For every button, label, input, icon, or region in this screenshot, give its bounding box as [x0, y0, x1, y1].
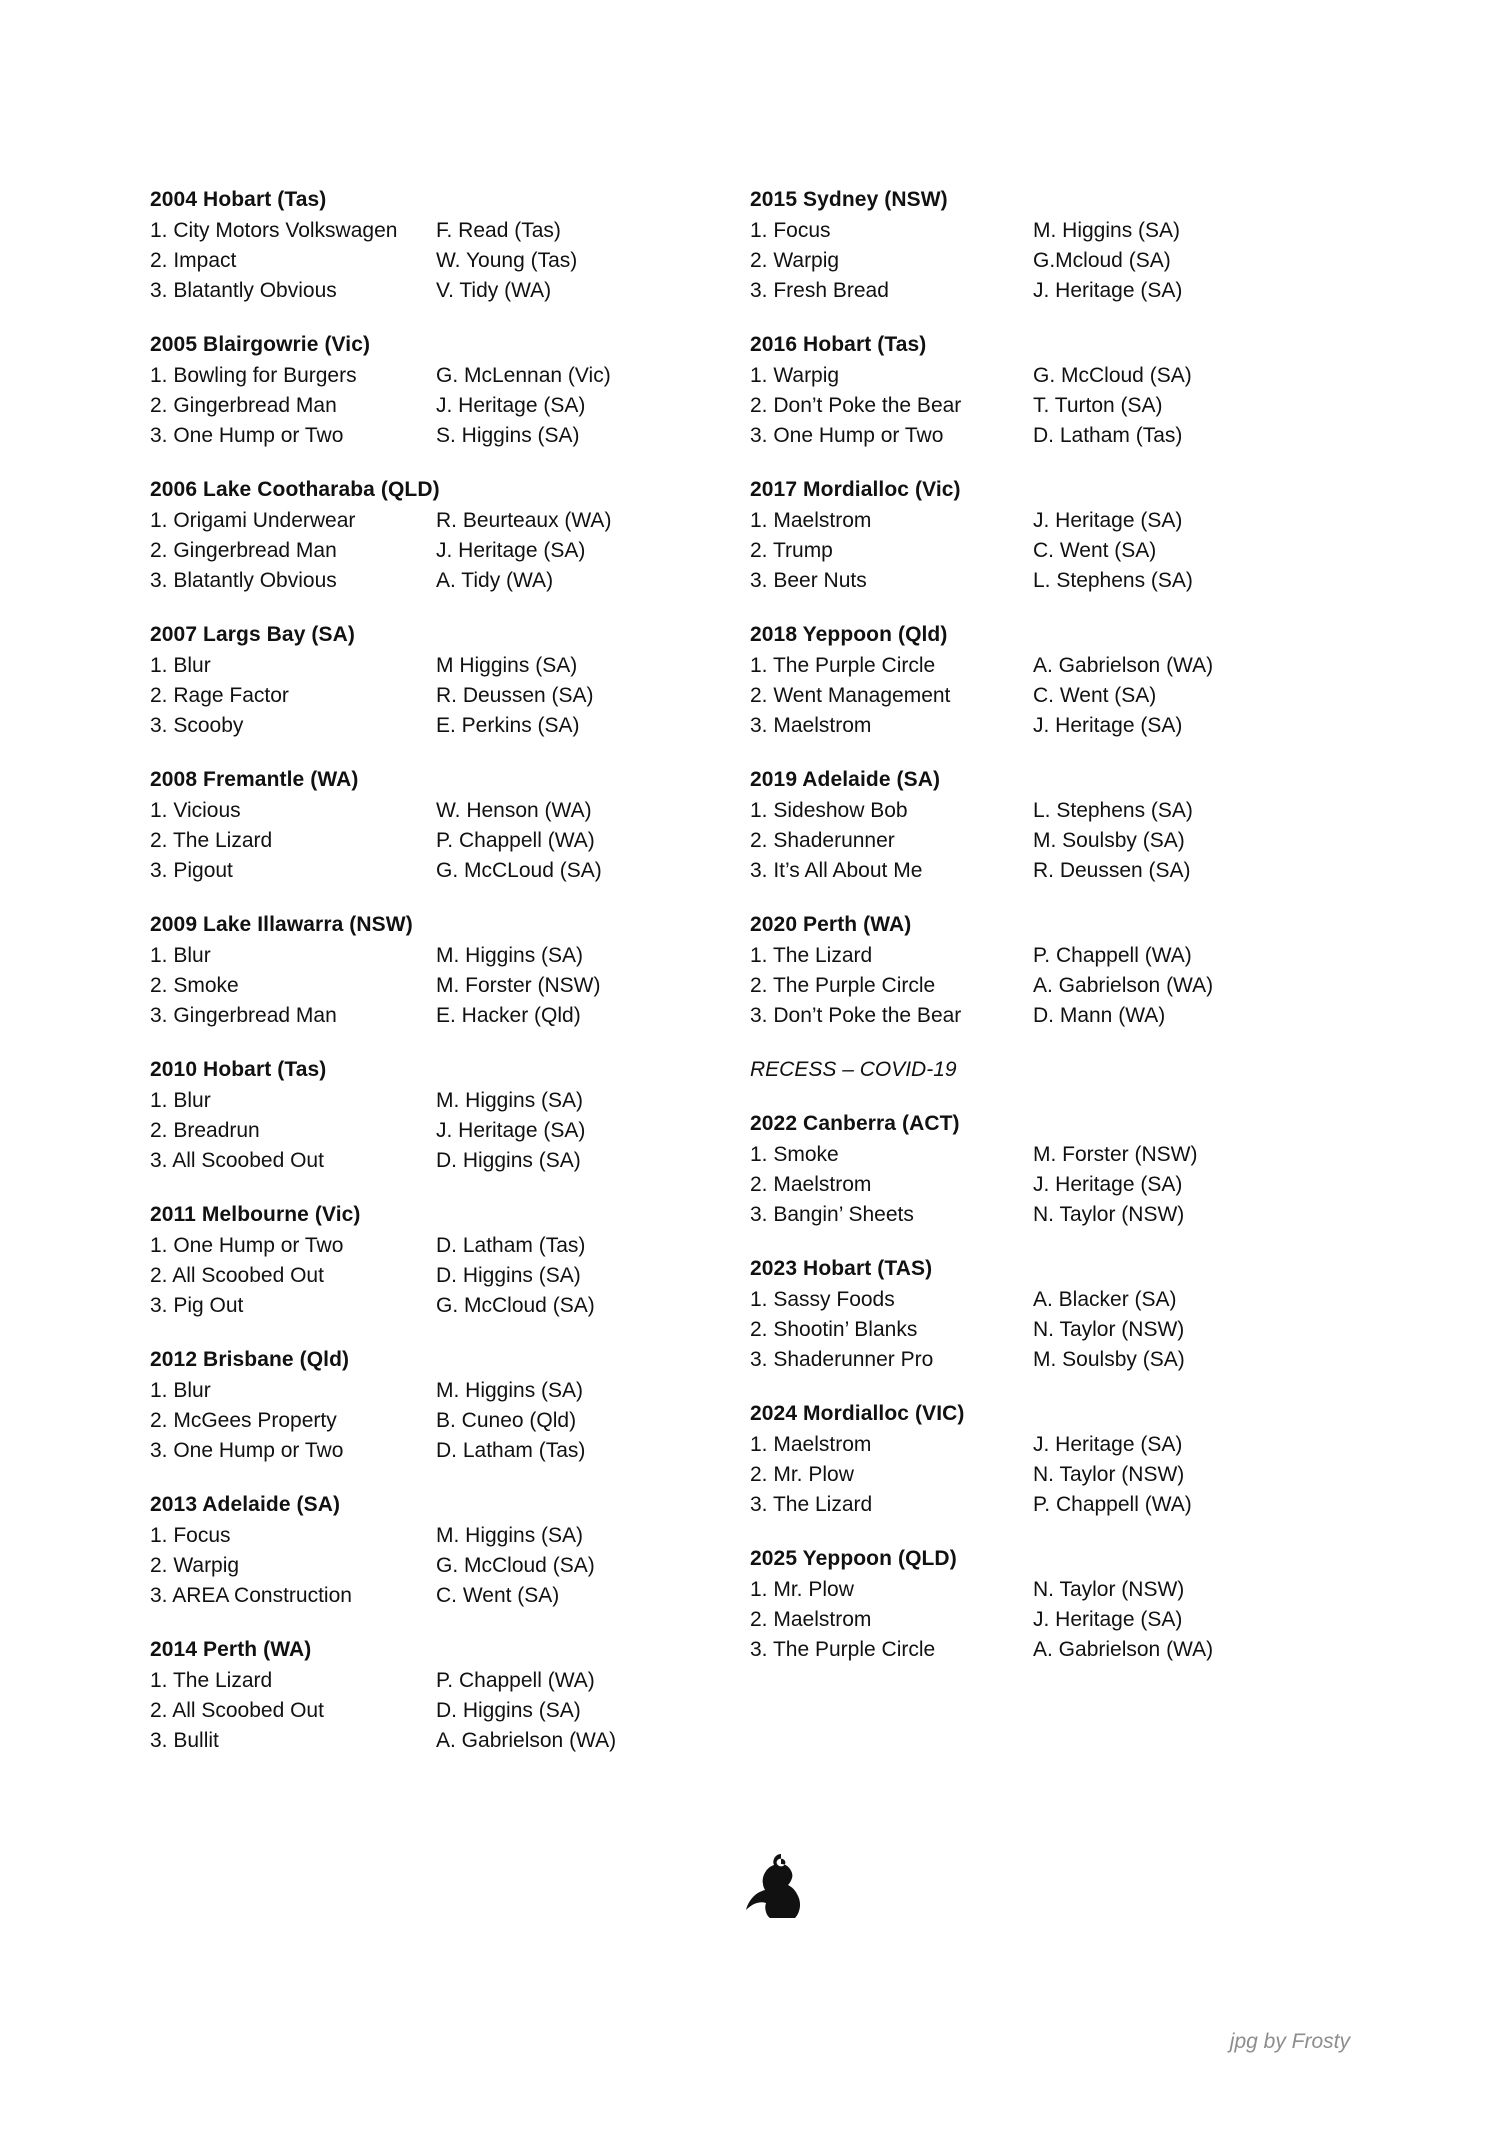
entry-person: V. Tidy (WA): [436, 279, 552, 302]
event-title: 2006 Lake Cootharaba (QLD): [150, 478, 440, 501]
entry-person: P. Chappell (WA): [436, 829, 595, 852]
entry-person: C. Went (SA): [436, 1584, 560, 1607]
entry-name: 2. Warpig: [750, 249, 840, 272]
entry-person: N. Taylor (NSW): [1033, 1463, 1185, 1486]
entry-person: D. Higgins (SA): [436, 1264, 581, 1287]
result-row: [150, 216, 750, 246]
entry-name: 2. The Lizard: [150, 829, 273, 852]
entry-name: 1. Vicious: [150, 799, 241, 822]
entry-person: J. Heritage (SA): [1033, 1173, 1183, 1196]
result-row: [150, 826, 750, 856]
result-row: [150, 1436, 750, 1466]
result-row: [750, 421, 1350, 451]
result-row: [150, 391, 750, 421]
result-row: [750, 361, 1350, 391]
entry-person: D. Mann (WA): [1033, 1004, 1166, 1027]
entry-name: 2. Shaderunner: [750, 829, 895, 852]
entry-name: 2. All Scoobed Out: [150, 1699, 324, 1722]
event-group: [750, 1109, 1350, 1230]
entry-person: L. Stephens (SA): [1033, 799, 1193, 822]
entry-name: 2. Rage Factor: [150, 684, 289, 707]
result-row: [150, 1261, 750, 1291]
result-row: [150, 421, 750, 451]
result-row: [150, 1696, 750, 1726]
entry-name: 2. Went Management: [750, 684, 951, 707]
event-title: 2013 Adelaide (SA): [150, 1493, 341, 1516]
result-row: [150, 566, 750, 596]
event-group: [150, 185, 750, 306]
entry-person: J. Heritage (SA): [436, 394, 586, 417]
entry-name: 2. The Purple Circle: [750, 974, 936, 997]
result-row: [150, 1116, 750, 1146]
entry-name: 1. Mr. Plow: [750, 1578, 854, 1601]
entry-name: 2. Don’t Poke the Bear: [750, 394, 962, 417]
entry-name: 3. Bullit: [150, 1729, 219, 1752]
entry-person: P. Chappell (WA): [1033, 944, 1192, 967]
result-row: [150, 1581, 750, 1611]
entry-name: 2. Maelstrom: [750, 1608, 872, 1631]
entry-person: A. Blacker (SA): [1033, 1288, 1177, 1311]
result-row: [150, 246, 750, 276]
result-row: [150, 536, 750, 566]
entry-person: T. Turton (SA): [1033, 394, 1163, 417]
entry-person: D. Latham (Tas): [436, 1439, 586, 1462]
entry-person: D. Latham (Tas): [1033, 424, 1183, 447]
entry-person: S. Higgins (SA): [436, 424, 580, 447]
result-row: [750, 971, 1350, 1001]
event-title: 2018 Yeppoon (Qld): [750, 623, 948, 646]
entry-name: 3. Gingerbread Man: [150, 1004, 337, 1027]
event-title: 2010 Hobart (Tas): [150, 1058, 327, 1081]
entry-name: 3. Bangin’ Sheets: [750, 1203, 914, 1226]
event-group: [150, 475, 750, 596]
result-row: [150, 1146, 750, 1176]
entry-person: D. Latham (Tas): [436, 1234, 586, 1257]
entry-name: 1. Blur: [150, 1379, 211, 1402]
event-group: [150, 330, 750, 451]
event-title: 2008 Fremantle (WA): [150, 768, 359, 791]
event-group: [750, 1399, 1350, 1520]
result-row: [750, 796, 1350, 826]
entry-name: 1. Sassy Foods: [750, 1288, 895, 1311]
result-row: [150, 1726, 750, 1756]
entry-name: 3. Pig Out: [150, 1294, 244, 1317]
event-title: 2020 Perth (WA): [750, 913, 912, 936]
event-group: [750, 475, 1350, 596]
entry-name: 2. Impact: [150, 249, 237, 272]
result-row: [150, 1406, 750, 1436]
result-row: [750, 246, 1350, 276]
event-group: [750, 1544, 1350, 1665]
entry-person: J. Heritage (SA): [1033, 1608, 1183, 1631]
entry-person: D. Higgins (SA): [436, 1699, 581, 1722]
entry-name: 2. Breadrun: [150, 1119, 260, 1142]
entry-person: G. McLennan (Vic): [436, 364, 611, 387]
result-row: [150, 1666, 750, 1696]
entry-name: 2. Gingerbread Man: [150, 539, 337, 562]
entry-name: 1. City Motors Volkswagen: [150, 219, 398, 242]
entry-name: 1. Bowling for Burgers: [150, 364, 357, 387]
entry-name: 2. Smoke: [150, 974, 239, 997]
entry-name: 3. One Hump or Two: [150, 424, 344, 447]
entry-person: L. Stephens (SA): [1033, 569, 1193, 592]
entry-name: 2. Gingerbread Man: [150, 394, 337, 417]
entry-name: 1. Smoke: [750, 1143, 839, 1166]
recess-notice: RECESS – COVID-19: [750, 1058, 957, 1081]
entry-person: R. Deussen (SA): [1033, 859, 1191, 882]
entry-name: 3. Fresh Bread: [750, 279, 889, 302]
right-results-column: [750, 185, 1350, 1780]
entry-person: F. Read (Tas): [436, 219, 561, 242]
entry-name: 1. Origami Underwear: [150, 509, 356, 532]
entry-name: 2. Shootin’ Blanks: [750, 1318, 918, 1341]
event-title: 2022 Canberra (ACT): [750, 1112, 960, 1135]
entry-name: 1. The Purple Circle: [750, 654, 936, 677]
entry-name: 1. Focus: [750, 219, 831, 242]
entry-person: E. Perkins (SA): [436, 714, 580, 737]
result-row: [150, 1551, 750, 1581]
event-group: [150, 620, 750, 741]
entry-person: W. Henson (WA): [436, 799, 592, 822]
result-row: [150, 941, 750, 971]
entry-name: 1. The Lizard: [150, 1669, 273, 1692]
result-row: [150, 1086, 750, 1116]
result-row: [750, 856, 1350, 886]
event-title: 2024 Mordialloc (VIC): [750, 1402, 965, 1425]
entry-name: 1. Blur: [150, 944, 211, 967]
entry-person: G. McCloud (SA): [436, 1554, 595, 1577]
entry-person: A. Gabrielson (WA): [1033, 1638, 1214, 1661]
result-row: [750, 506, 1350, 536]
entry-name: 1. One Hump or Two: [150, 1234, 344, 1257]
result-row: [150, 681, 750, 711]
event-group: [150, 910, 750, 1031]
event-title: 2011 Melbourne (Vic): [150, 1203, 361, 1226]
entry-name: 3. Beer Nuts: [750, 569, 867, 592]
result-row: [750, 681, 1350, 711]
result-row: [750, 651, 1350, 681]
entry-name: 3. The Lizard: [750, 1493, 873, 1516]
result-row: [750, 1430, 1350, 1460]
entry-name: 2. McGees Property: [150, 1409, 337, 1432]
entry-person: P. Chappell (WA): [436, 1669, 595, 1692]
event-group: [750, 620, 1350, 741]
entry-person: A. Gabrielson (WA): [1033, 654, 1214, 677]
result-row: [750, 941, 1350, 971]
entry-person: R. Beurteaux (WA): [436, 509, 612, 532]
result-row: [750, 1490, 1350, 1520]
entry-person: M. Higgins (SA): [1033, 219, 1181, 242]
entry-name: 1. Warpig: [750, 364, 840, 387]
event-title: 2016 Hobart (Tas): [750, 333, 927, 356]
event-title: 2005 Blairgowrie (Vic): [150, 333, 371, 356]
entry-person: J. Heritage (SA): [1033, 1433, 1183, 1456]
event-group: [150, 1635, 750, 1756]
event-group: [750, 765, 1350, 886]
entry-person: N. Taylor (NSW): [1033, 1318, 1185, 1341]
event-group: [150, 1200, 750, 1321]
kangaroo-icon: [740, 1848, 820, 1918]
result-row: [750, 826, 1350, 856]
result-row: [750, 1001, 1350, 1031]
result-row: [750, 216, 1350, 246]
result-row: [750, 1345, 1350, 1375]
event-title: 2017 Mordialloc (Vic): [750, 478, 961, 501]
entry-person: B. Cuneo (Qld): [436, 1409, 577, 1432]
entry-person: M. Higgins (SA): [436, 944, 584, 967]
entry-person: N. Taylor (NSW): [1033, 1203, 1185, 1226]
result-row: [750, 276, 1350, 306]
entry-name: 1. Focus: [150, 1524, 231, 1547]
entry-person: M. Higgins (SA): [436, 1524, 584, 1547]
results-columns: [150, 185, 1350, 1780]
entry-name: 1. Sideshow Bob: [750, 799, 908, 822]
entry-name: 2. Maelstrom: [750, 1173, 872, 1196]
entry-name: 3. It’s All About Me: [750, 859, 923, 882]
event-title: 2019 Adelaide (SA): [750, 768, 941, 791]
entry-name: 3. Don’t Poke the Bear: [750, 1004, 962, 1027]
result-row: [150, 1291, 750, 1321]
entry-person: E. Hacker (Qld): [436, 1004, 581, 1027]
entry-name: 2. Mr. Plow: [750, 1463, 854, 1486]
result-row: [150, 856, 750, 886]
entry-name: 3. Pigout: [150, 859, 233, 882]
entry-person: M. Soulsby (SA): [1033, 1348, 1185, 1371]
result-row: [750, 391, 1350, 421]
result-row: [750, 536, 1350, 566]
entry-person: G. McCloud (SA): [436, 1294, 595, 1317]
event-title: 2014 Perth (WA): [150, 1638, 312, 1661]
entry-person: M. Higgins (SA): [436, 1379, 584, 1402]
entry-person: D. Higgins (SA): [436, 1149, 581, 1172]
result-row: [750, 566, 1350, 596]
entry-person: A. Gabrielson (WA): [436, 1729, 617, 1752]
result-row: [150, 711, 750, 741]
event-group: [150, 1345, 750, 1466]
entry-name: 1. Blur: [150, 654, 211, 677]
event-group: [750, 1254, 1350, 1375]
result-row: [150, 276, 750, 306]
result-row: [150, 651, 750, 681]
event-title: 2009 Lake Illawarra (NSW): [150, 913, 413, 936]
result-row: [750, 1170, 1350, 1200]
result-row: [150, 1231, 750, 1261]
entry-name: 3. AREA Construction: [150, 1584, 352, 1607]
entry-person: C. Went (SA): [1033, 539, 1157, 562]
entry-person: M. Forster (NSW): [1033, 1143, 1198, 1166]
entry-name: 3. One Hump or Two: [150, 1439, 344, 1462]
result-row: [750, 1575, 1350, 1605]
result-row: [750, 1315, 1350, 1345]
entry-name: 3. Maelstrom: [750, 714, 872, 737]
event-group: [150, 1490, 750, 1611]
result-row: [750, 1460, 1350, 1490]
result-row: [750, 1140, 1350, 1170]
entry-name: 3. One Hump or Two: [750, 424, 944, 447]
entry-name: 1. The Lizard: [750, 944, 873, 967]
event-title: 2012 Brisbane (Qld): [150, 1348, 350, 1371]
entry-name: 2. All Scoobed Out: [150, 1264, 324, 1287]
result-row: [150, 1521, 750, 1551]
result-row: [750, 1285, 1350, 1315]
entry-name: 1. Maelstrom: [750, 509, 872, 532]
event-group: [150, 1055, 750, 1176]
result-row: [750, 711, 1350, 741]
entry-person: J. Heritage (SA): [436, 539, 586, 562]
entry-name: 2. Trump: [750, 539, 833, 562]
event-group: [150, 765, 750, 886]
entry-person: R. Deussen (SA): [436, 684, 594, 707]
entry-name: 1. Maelstrom: [750, 1433, 872, 1456]
entry-person: M Higgins (SA): [436, 654, 578, 677]
left-results-column: [150, 185, 750, 1780]
event-title: 2023 Hobart (TAS): [750, 1257, 933, 1280]
event-group: [750, 185, 1350, 306]
entry-person: N. Taylor (NSW): [1033, 1578, 1185, 1601]
event-title: 2004 Hobart (Tas): [150, 188, 327, 211]
result-row: [750, 1200, 1350, 1230]
entry-person: A. Tidy (WA): [436, 569, 554, 592]
entry-name: 3. Blatantly Obvious: [150, 569, 337, 592]
entry-name: 2. Warpig: [150, 1554, 240, 1577]
entry-person: J. Heritage (SA): [436, 1119, 586, 1142]
entry-name: 3. The Purple Circle: [750, 1638, 936, 1661]
result-row: [750, 1605, 1350, 1635]
entry-person: C. Went (SA): [1033, 684, 1157, 707]
entry-name: 3. Blatantly Obvious: [150, 279, 337, 302]
event-title: 2025 Yeppoon (QLD): [750, 1547, 957, 1570]
entry-person: A. Gabrielson (WA): [1033, 974, 1214, 997]
entry-person: W. Young (Tas): [436, 249, 578, 272]
result-row: [750, 1635, 1350, 1665]
result-row: [150, 506, 750, 536]
entry-name: 3. Shaderunner Pro: [750, 1348, 934, 1371]
entry-person: G. McCloud (SA): [1033, 364, 1192, 387]
entry-person: J. Heritage (SA): [1033, 279, 1183, 302]
event-group: [750, 910, 1350, 1031]
result-row: [150, 796, 750, 826]
entry-person: M. Forster (NSW): [436, 974, 601, 997]
entry-person: P. Chappell (WA): [1033, 1493, 1192, 1516]
entry-person: J. Heritage (SA): [1033, 509, 1183, 532]
result-row: [150, 1001, 750, 1031]
entry-person: M. Soulsby (SA): [1033, 829, 1185, 852]
entry-name: 1. Blur: [150, 1089, 211, 1112]
event-group: [750, 330, 1350, 451]
result-row: [150, 971, 750, 1001]
entry-person: M. Higgins (SA): [436, 1089, 584, 1112]
entry-person: J. Heritage (SA): [1033, 714, 1183, 737]
entry-name: 3. Scooby: [150, 714, 244, 737]
event-title: 2007 Largs Bay (SA): [150, 623, 355, 646]
event-title: 2015 Sydney (NSW): [750, 188, 948, 211]
entry-name: 3. All Scoobed Out: [150, 1149, 324, 1172]
credit-text: jpg by Frosty: [1229, 2030, 1350, 2053]
result-row: [150, 1376, 750, 1406]
entry-person: G.Mcloud (SA): [1033, 249, 1171, 272]
result-row: [150, 361, 750, 391]
entry-person: G. McCLoud (SA): [436, 859, 602, 882]
